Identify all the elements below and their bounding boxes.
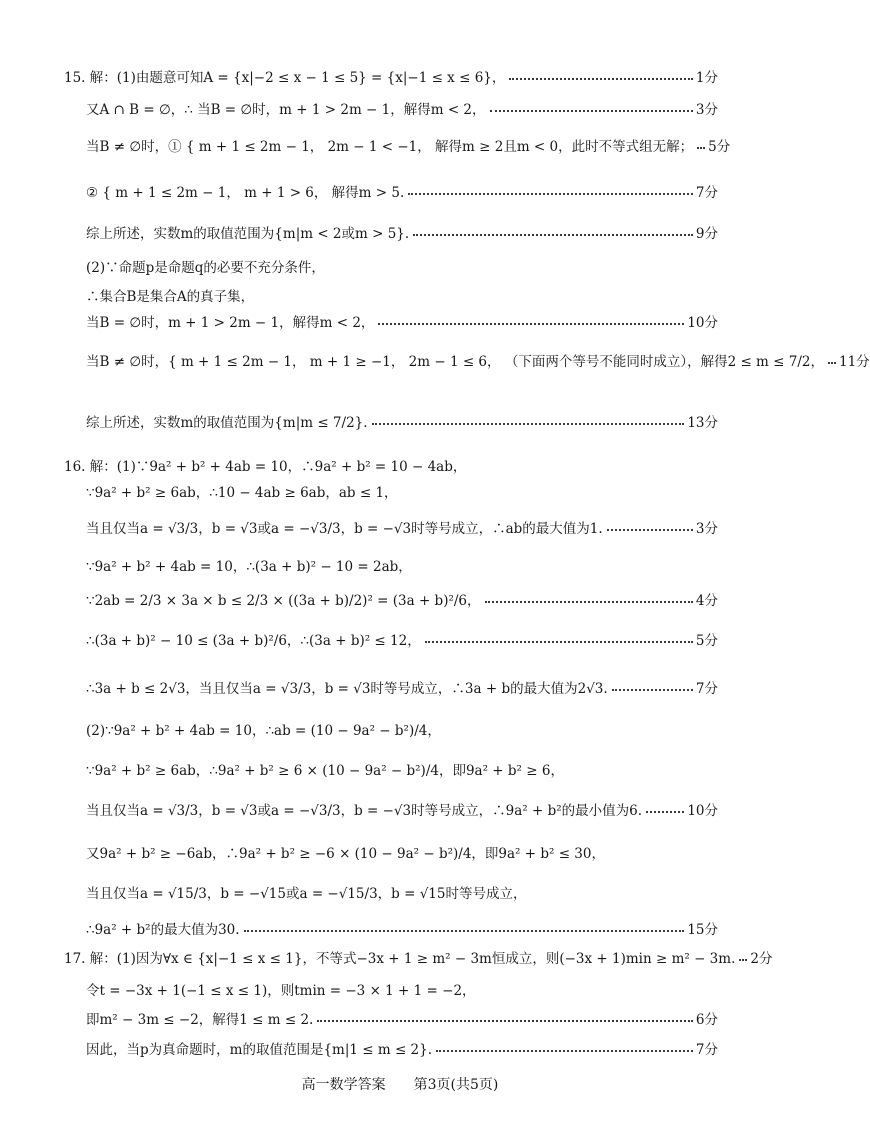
solution-step-text: 即m² − 3m ≤ −2，解得1 ≤ m ≤ 2. xyxy=(86,1012,314,1028)
solution-line xyxy=(0,976,800,1002)
solution-line xyxy=(0,389,800,453)
score-label: 5分 xyxy=(695,633,718,649)
score-label: 9分 xyxy=(695,226,718,242)
solution-step-text: 因此，当p为真命题时，m的取值范围是{m|1 ≤ m ≤ 2}. xyxy=(86,1042,433,1058)
score-label: 15分 xyxy=(687,922,718,938)
solution-line xyxy=(0,219,800,245)
dot-leader xyxy=(436,1050,693,1052)
score-label: 13分 xyxy=(687,415,718,431)
dot-leader xyxy=(372,423,685,425)
solution-line xyxy=(0,328,870,392)
solution-step-text: (2)∵命题p是命题q的必要不充分条件， xyxy=(86,260,325,276)
score-label: 3分 xyxy=(695,521,718,537)
dot-leader xyxy=(612,689,693,691)
dot-leader xyxy=(413,234,693,236)
solution-step-text: 综上所述，实数m的取值范围为{m|m < 2或m > 5}. xyxy=(86,226,410,242)
footer-page-number: 第3页(共5页) xyxy=(413,1077,499,1093)
solution-line xyxy=(0,495,800,559)
solution-step-text: 又9a² + b² ≥ −6ab，∴9a² + b² ≥ −6 × (10 − 9a² − b²)/4，即9a² + b² ≤ 30， xyxy=(86,846,605,862)
solution-step-text: ∵2ab = 2/3 × 3a × b ≤ 2/3 × ((3a + b)/2)² = (3a + b)²/6， xyxy=(86,593,481,609)
solution-line xyxy=(0,915,800,941)
score-label: 10分 xyxy=(687,803,718,819)
dot-leader xyxy=(317,1020,693,1022)
score-label: 2分 xyxy=(750,951,773,967)
dot-leader xyxy=(490,110,693,112)
dot-leader xyxy=(509,78,693,80)
solution-line xyxy=(0,282,800,308)
dot-leader xyxy=(485,601,693,603)
footer-subject: 高一数学答案 xyxy=(301,1077,386,1093)
solution-step-text: 当且仅当a = √3/3，b = √3或a = −√3/3，b = −√3时等号成立，∴9a² + b²的最小值为6. xyxy=(86,803,642,819)
solution-step-text: 令t = −3x + 1(−1 ≤ x ≤ 1)，则tmin = −3 × 1 + 1 = −2， xyxy=(86,983,476,999)
solution-step-text: ② { m + 1 ≤ 2m − 1， m + 1 > 6， 解得m > 5. xyxy=(86,185,405,201)
solution-step-text: ∴集合B是集合A的真子集， xyxy=(86,289,255,305)
dot-leader xyxy=(408,193,693,195)
dot-leader xyxy=(646,811,684,813)
dot-leader xyxy=(244,930,685,932)
solution-line xyxy=(0,253,800,279)
score-label: 7分 xyxy=(695,681,718,697)
solution-step-text: ∴9a² + b²的最大值为30. xyxy=(86,922,240,938)
solution-step-text: (2)∵9a² + b² + 4ab = 10，∴ab = (10 − 9a² − b²)/4， xyxy=(86,723,441,739)
solution-step-text: 当B = ∅时，m + 1 > 2m − 1，解得m < 2， xyxy=(86,315,375,331)
solution-step-text: ∵9a² + b² ≥ 6ab，∴9a² + b² ≥ 6 × (10 − 9a² − b²)/4，即9a² + b² ≥ 6， xyxy=(86,763,564,779)
solution-step-text: 16. 解：(1)∵9a² + b² + 4ab = 10，∴9a² + b² = 10 − 4ab， xyxy=(64,459,467,475)
solution-line xyxy=(0,452,800,478)
dot-leader xyxy=(739,959,747,961)
solution-line xyxy=(0,63,800,89)
score-label: 10分 xyxy=(687,315,718,331)
score-label: 7分 xyxy=(695,1042,718,1058)
dot-leader xyxy=(378,323,684,325)
solution-step-text: 当B ≠ ∅时，{ m + 1 ≤ 2m − 1， m + 1 ≥ −1， 2m − 1 ≤ 6， （下面两个等号不能同时成立），解得2 ≤ m ≤ 7/2， xyxy=(86,354,824,370)
dot-leader xyxy=(607,529,693,531)
score-label: 11分 xyxy=(838,354,870,370)
solution-step-text: ∵9a² + b² ≥ 6ab，∴10 − 4ab ≥ 6ab，ab ≤ 1， xyxy=(86,485,398,501)
score-label: 4分 xyxy=(695,593,718,609)
dot-leader xyxy=(425,641,693,643)
solution-step-text: 当B ≠ ∅时，① { m + 1 ≤ 2m − 1， 2m − 1 < −1， 解得m ≥ 2且m < 0，此时不等式组无解； xyxy=(86,139,694,155)
solution-line xyxy=(0,159,800,223)
solution-line xyxy=(0,1035,800,1061)
solution-step-text: 17. 解：(1)因为∀x ∈ {x|−1 ≤ x ≤ 1}，不等式−3x + 1 ≥ m² − 3m恒成立，则(−3x + 1)min ≥ m² − 3m. xyxy=(64,951,736,967)
score-label: 6分 xyxy=(695,1012,718,1028)
dot-leader xyxy=(697,147,705,149)
solution-line xyxy=(0,944,800,970)
solution-line xyxy=(0,1005,800,1031)
solution-step-text: 综上所述，实数m的取值范围为{m|m ≤ 7/2}. xyxy=(86,415,368,431)
page-footer xyxy=(0,1074,800,1096)
solution-step-text: 15. 解：(1)由题意可知A = {x|−2 ≤ x − 1 ≤ 5} = {x|−1 ≤ x ≤ 6}， xyxy=(64,70,506,86)
dot-leader xyxy=(828,362,836,364)
score-label: 3分 xyxy=(695,102,718,118)
solution-step-text: 当且仅当a = √15/3，b = −√15或a = −√15/3，b = √15时等号成立， xyxy=(86,886,527,902)
solution-step-text: 又A ∩ B = ∅，∴ 当B = ∅时，m + 1 > 2m − 1，解得m < 2， xyxy=(86,102,486,118)
score-label: 7分 xyxy=(695,185,718,201)
solution-step-text: ∴(3a + b)² − 10 ≤ (3a + b)²/6，∴(3a + b)² ≤ 12， xyxy=(86,633,421,649)
score-label: 5分 xyxy=(708,139,731,155)
score-label: 1分 xyxy=(695,70,718,86)
solution-step-text: 当且仅当a = √3/3，b = √3或a = −√3/3，b = −√3时等号成立，∴ab的最大值为1. xyxy=(86,521,603,537)
solution-step-text: ∴3a + b ≤ 2√3，当且仅当a = √3/3，b = √3时等号成立，∴3a + b的最大值为2√3. xyxy=(86,681,608,697)
solution-step-text: ∵9a² + b² + 4ab = 10，∴(3a + b)² − 10 = 2ab， xyxy=(86,559,412,575)
